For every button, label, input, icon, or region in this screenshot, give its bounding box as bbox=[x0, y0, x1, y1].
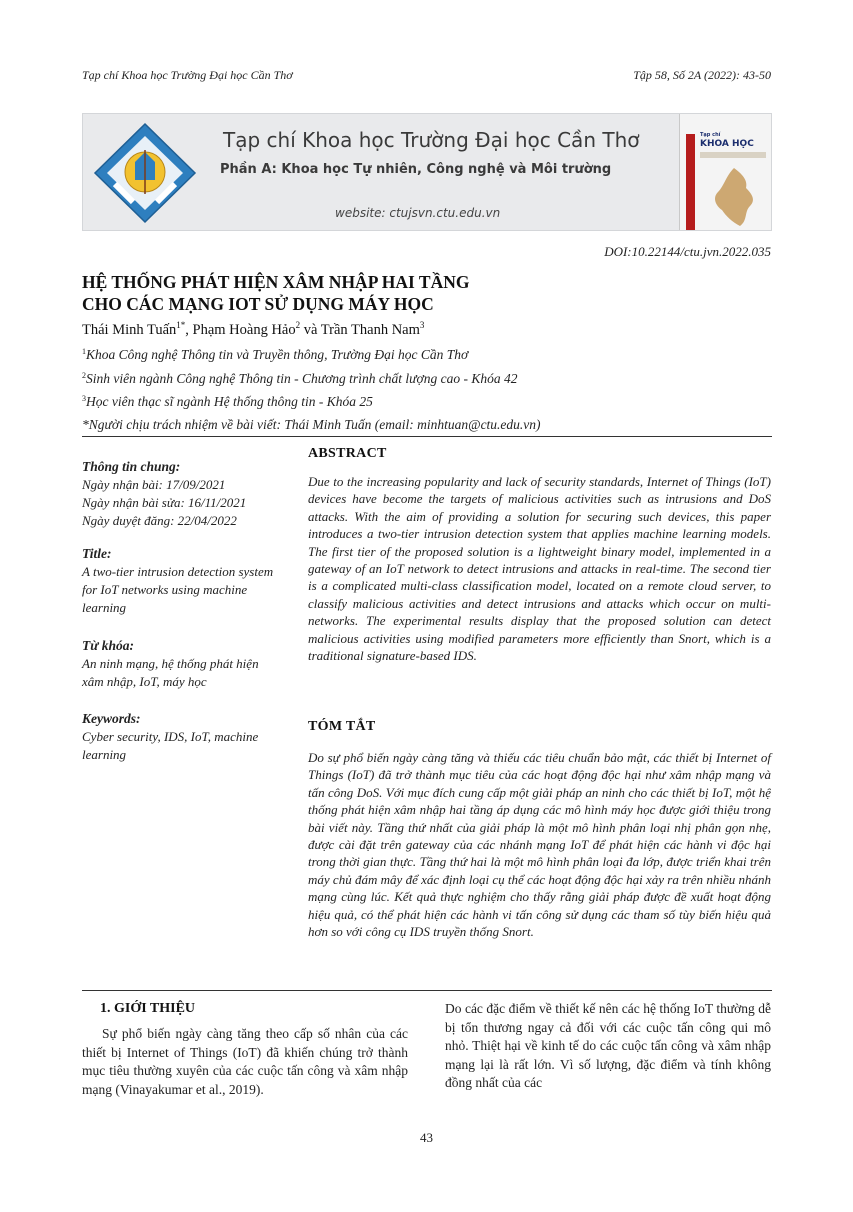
affiliation-superscript: 3 bbox=[82, 394, 86, 403]
author-name: Thái Minh Tuấn bbox=[82, 322, 177, 338]
keywords-en-block bbox=[82, 710, 292, 764]
author-superscript: 2 bbox=[295, 320, 301, 330]
cover-label-small: Tạp chí bbox=[700, 132, 721, 138]
banner-subtitle: Phần A: Khoa học Tự nhiên, Công nghệ và Môi trường bbox=[220, 162, 612, 177]
cover-brand: KHOA HỌC bbox=[700, 139, 754, 149]
revised-date: Ngày nhận bài sửa: 16/11/2021 bbox=[82, 495, 247, 510]
title-heading: Title: bbox=[82, 546, 112, 561]
intro-heading: 1. GIỚI THIỆU bbox=[100, 1001, 196, 1016]
english-title: A two-tier intrusion detection system for IoT networks using machine learning bbox=[82, 564, 274, 615]
author-superscript: 1* bbox=[176, 320, 186, 330]
accepted-date: Ngày duyệt đăng: 22/04/2022 bbox=[82, 513, 237, 528]
journal-cover-thumbnail bbox=[679, 114, 771, 231]
keywords-en: Cyber security, IDS, IoT, machine learning bbox=[82, 729, 259, 762]
keywords-vi-heading: Từ khóa: bbox=[82, 638, 134, 653]
tomtat-heading: TÓM TẮT bbox=[308, 719, 376, 734]
corresponding-author bbox=[82, 417, 541, 433]
affiliation-text: Khoa Công nghệ Thông tin và Truyền thông, Trường Đại học Cần Thơ bbox=[86, 347, 469, 362]
abstract-heading: ABSTRACT bbox=[308, 446, 387, 461]
cover-band bbox=[700, 152, 766, 158]
doi: DOI:10.22144/ctu.jvn.2022.035 bbox=[604, 244, 771, 259]
author-list bbox=[82, 320, 424, 339]
intro-left-column: Sự phổ biến ngày càng tăng theo cấp số nhân của các thiết bị Internet of Things (IoT) đã khiến chúng trở thành mục tiêu thường xuyên của các cuộc tấn công và xâm nhập mạng (Vinayakumar et al., 2019). bbox=[82, 1026, 408, 1097]
author-separator: , bbox=[185, 322, 193, 338]
banner-title: Tạp chí Khoa học Trường Đại học Cần Thơ bbox=[223, 128, 640, 152]
running-header-volume: Tập 58, Số 2A (2022): 43-50 bbox=[633, 68, 771, 82]
university-logo-icon bbox=[93, 122, 197, 224]
author-name: Trần Thanh Nam bbox=[320, 322, 420, 338]
author-separator: và bbox=[300, 322, 321, 338]
paper-title-line-2: CHO CÁC MẠNG IOT SỬ DỤNG MÁY HỌC bbox=[82, 294, 434, 314]
banner-website: website: ctujsvn.ctu.edu.vn bbox=[335, 206, 501, 220]
author-name: Phạm Hoàng Hảo bbox=[192, 322, 296, 338]
affiliation-2 bbox=[82, 371, 518, 387]
author-superscript: 3 bbox=[419, 320, 425, 330]
keywords-vi: An ninh mạng, hệ thống phát hiện xâm nhập, IoT, máy học bbox=[82, 656, 259, 689]
body-rule bbox=[82, 990, 772, 991]
received-date: Ngày nhận bài: 17/09/2021 bbox=[82, 477, 226, 492]
affiliation-3 bbox=[82, 394, 373, 410]
paper-title bbox=[82, 271, 702, 315]
affiliation-superscript: 2 bbox=[82, 371, 86, 380]
article-info bbox=[82, 458, 292, 530]
affiliation-text: Học viên thạc sĩ ngành Hệ thống thông tin - Khóa 25 bbox=[86, 394, 373, 409]
affiliation-text: Sinh viên ngành Công nghệ Thông tin - Chương trình chất lượng cao - Khóa 42 bbox=[86, 371, 518, 386]
cover-red-stripe bbox=[686, 134, 695, 231]
tomtat-text: Do sự phổ biến ngày càng tăng và thiếu các tiêu chuẩn bảo mật, các thiết bị Internet of Things (IoT) đã trở thành mục tiêu của các hoạt động độc hại như xâm nhập mạng và tấn công DoS. Với mục đích cung cấp một giải pháp an ninh cho các thiết bị IoT, một hệ thống phát hiện xâm nhập hai tầng áp dụng các mô hình máy học được giới thiệu trong bài viết này. Tầng thứ nhất của giải pháp là một mô hình phân loại nhị phân gọn nhẹ, được cài đặt trên gateway của các nhánh mạng IoT để phát hiện các hành vi độc hại trong thời gian thực. Tầng thứ hai là một mô hình phân loại đa lớp, được triển khai trên máy chủ đám mây để xác định loại cụ thể các hoạt động độc hại xảy ra trên nhiều nhánh mạng cùng lúc. Kết quả thực nghiệm cho thấy rằng giải pháp được đề xuất hoạt động hiệu quả, có thể phát hiện các hành vi tấn công sử dụng các tham số tùy biến hiệu quả hơn so với công cụ IDS truyền thống Snort. bbox=[308, 750, 771, 940]
corresponding-author-text: *Người chịu trách nhiệm về bài viết: Thái Minh Tuấn (email: minhtuan@ctu.edu.vn) bbox=[82, 417, 541, 432]
intro-right-column: Do các đặc điểm về thiết kế nên các hệ thống IoT thường dễ bị tổn thương ngay cả đối với các cuộc tấn công qui mô nhỏ. Thiệt hại về kinh tế do các cuộc tấn công và xâm nhập mạng lại là rất lớn. Vì số lượng, đặc điểm và tính không đồng nhất của các bbox=[445, 1001, 771, 1091]
affiliation-superscript: 1 bbox=[82, 347, 86, 356]
page-number: 43 bbox=[420, 1130, 433, 1145]
keywords-vi-block bbox=[82, 637, 292, 691]
journal-banner bbox=[82, 113, 772, 231]
english-title-block bbox=[82, 545, 292, 617]
running-header-journal: Tạp chí Khoa học Trường Đại học Cần Thơ bbox=[82, 68, 293, 82]
header-rule bbox=[82, 436, 772, 437]
info-heading: Thông tin chung: bbox=[82, 459, 181, 474]
paper-title-line-1: HỆ THỐNG PHÁT HIỆN XÂM NHẬP HAI TẦNG bbox=[82, 272, 470, 292]
keywords-en-heading: Keywords: bbox=[82, 711, 141, 726]
map-icon bbox=[704, 166, 766, 228]
affiliation-1 bbox=[82, 347, 468, 363]
abstract-text: Due to the increasing popularity and lack of security standards, Internet of Things (IoT) devices have become the targets of malicious activities such as intrusions and DoS attacks. With the aim of providing a solution for securing such devices, this paper introduces a two-tier intrusion detection system that applies machine learning models. The first tier of the proposed solution is a lightweight binary model, implemented in a gateway of an IoT network to detect intrusions and attacks in real-time. The second tier is a complicated multi-class classification model, located on a remote cloud server, to classify malicious activities and detect intrusions and attacks which occur on multi-networks. The experimental results display that the proposed solution can detect malicious activities using modified parameters more efficiently than Snort, which is a traditional signature-based IDS. bbox=[308, 474, 771, 664]
